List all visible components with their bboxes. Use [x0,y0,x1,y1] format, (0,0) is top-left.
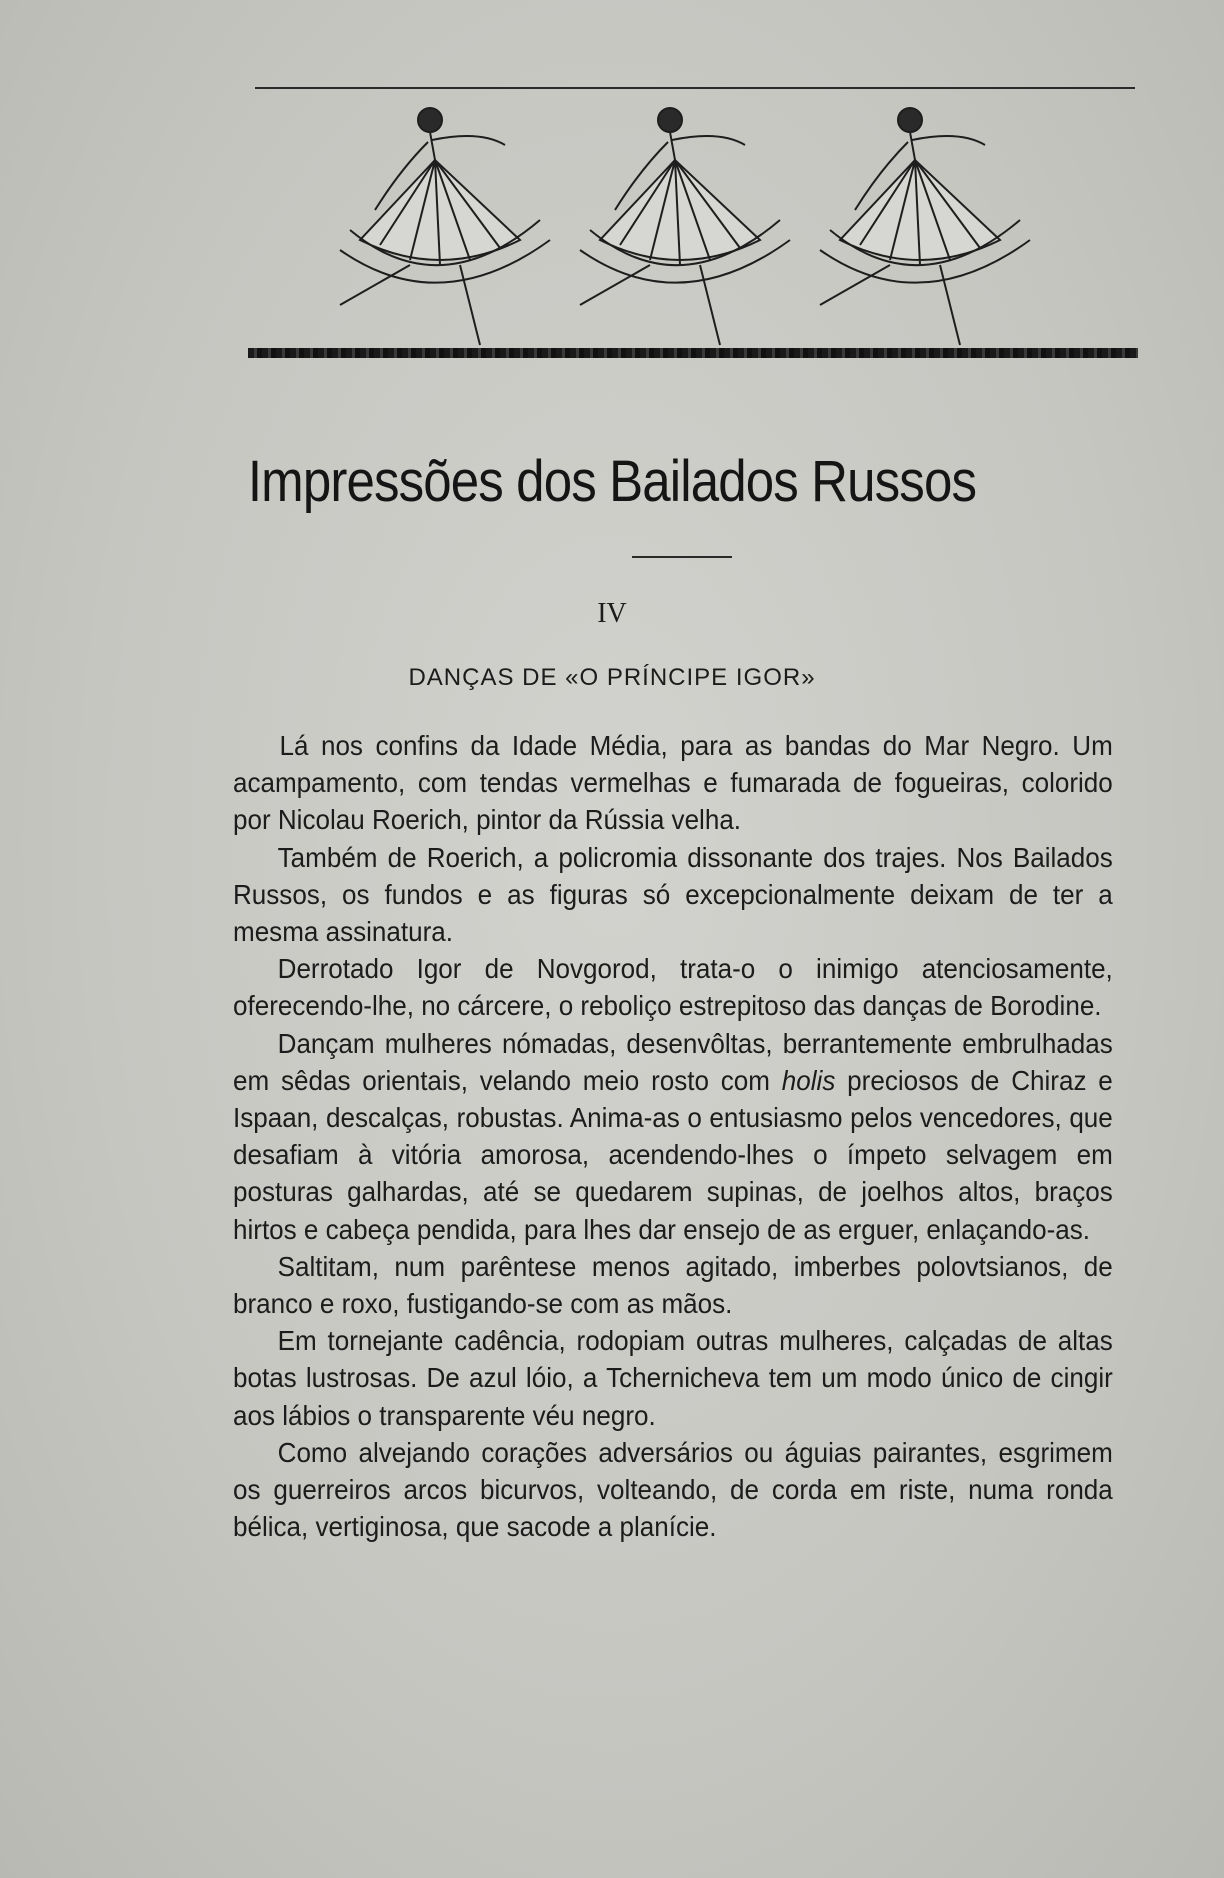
top-rule [255,87,1135,89]
paragraph: Derrotado Igor de Novgorod, trata-o o inimigo atenciosamente, oferecendo-lhe, no cárcere, o reboliço estrepitoso das danças de Borodine. [233,953,1113,1022]
dancers-vignette-icon [240,90,1140,360]
italic-word: holis [781,1064,836,1096]
paragraph: Lá nos confins da Idade Média, para as bandas do Mar Negro. Um acampamento, com tendas vermelhas e fumarada de fogueiras, colorido por Nicolau Roerich, pintor da Rússia velha. [233,730,1113,836]
paragraph [233,1025,1113,1248]
chapter-numeral: IV [597,598,627,629]
paragraph: Como alvejando corações adversários ou águias pairantes, esgrimem os guerreiros arcos bicurvos, volteando, de corda em riste, numa ronda bélica, vertiginosa, que sacode a planície. [233,1436,1113,1543]
page-title: Impressões dos Bailados Russos [247,449,977,514]
paragraph: Saltitam, num parêntese menos agitado, imberbes polovtsianos, de branco e roxo, fustigando-se com as mãos. [233,1250,1113,1320]
section-heading: DANÇAS DE «O PRÍNCIPE IGOR» [408,664,816,691]
paragraph: Em tornejante cadência, rodopiam outras mulheres, calçadas de altas botas lustrosas. De azul lóio, a Tchernicheva tem um modo único de cingir aos lábios o transparente véu negro. [233,1325,1113,1431]
paragraph: Também de Roerich, a policromia dissonante dos trajes. Nos Bailados Russos, os fundos e as figuras só excepcionalmente deixam de ter a mesma assinatura. [233,841,1113,948]
paragraph-text: Dançam mulheres nómadas, desenvôltas, berrantemente embrulhadas em sêdas orientais, velando meio rosto com [233,1027,1113,1096]
article-body [233,727,1113,1545]
paragraph-text: preciosos de Chiraz e Ispaan, descalças, robustas. Anima-as o entusiasmo pelos vencedores, que desafiam à vitória amorosa, acendendo-lhes o ímpeto selvagem em posturas galhardas, até se quedarem supinas, de joelhos altos, braços hirtos e cabeça pendida, para lhes dar ensejo de as erguer, enlaçando-as. [233,1064,1113,1245]
vignette-base-band [248,348,1138,358]
title-rule [632,556,732,558]
